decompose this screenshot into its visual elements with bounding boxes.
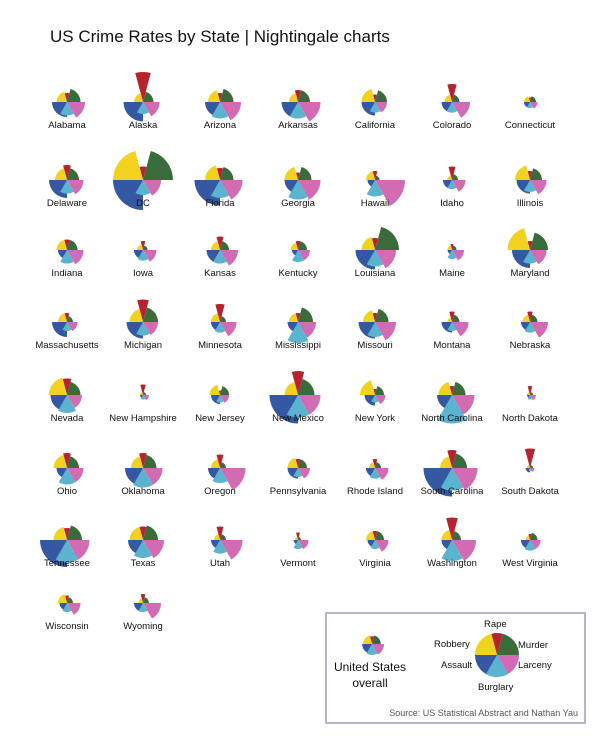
state-montana (434, 312, 472, 351)
state-label-illinois: Illinois (516, 198, 544, 209)
state-new-jersey-murder-wedge (220, 386, 229, 395)
state-illinois-murder-wedge (530, 168, 542, 180)
state-label-vermont: Vermont (280, 558, 316, 569)
state-new-york-robbery-wedge (360, 381, 375, 395)
state-oklahoma (121, 453, 165, 497)
state-tennessee-murder-wedge (67, 526, 82, 540)
state-connecticut (505, 96, 556, 131)
state-oregon (204, 455, 245, 497)
state-mississippi-murder-wedge (298, 308, 313, 322)
state-louisiana (355, 227, 399, 279)
state-label-georgia: Georgia (281, 198, 315, 209)
state-south-carolina (421, 450, 485, 497)
state-charts (35, 72, 559, 632)
state-label-indiana: Indiana (51, 268, 83, 279)
state-louisiana-murder-wedge (375, 227, 399, 250)
legend-label-burglary: Burglary (478, 682, 514, 693)
state-massachusetts (35, 313, 99, 351)
state-pennsylvania (270, 458, 327, 497)
state-wyoming (123, 594, 163, 632)
chart-title: US Crime Rates by State | Nightingale charts (50, 27, 390, 46)
state-label-new-york: New York (354, 413, 396, 424)
legend-label-larceny: Larceny (518, 660, 552, 671)
state-north-carolina-murder-wedge (452, 382, 466, 395)
legend-label-assault: Assault (441, 660, 473, 671)
state-georgia-murder-wedge (298, 167, 312, 180)
state-west-virginia-murder-wedge (530, 533, 538, 540)
state-label-texas: Texas (130, 558, 156, 569)
state-label-florida: Florida (205, 198, 235, 209)
state-label-hawaii: Hawaii (360, 198, 390, 209)
state-label-arizona: Arizona (203, 120, 237, 131)
state-new-york-murder-wedge (375, 386, 384, 395)
state-label-nevada: Nevada (50, 413, 84, 424)
state-label-oregon: Oregon (204, 486, 236, 497)
state-idaho (440, 167, 465, 209)
state-label-rhode-island: Rhode Island (347, 486, 403, 497)
state-label-kentucky: Kentucky (278, 268, 318, 279)
state-dc-robbery-wedge (113, 151, 143, 180)
state-label-minnesota: Minnesota (198, 340, 242, 351)
state-indiana (51, 240, 83, 279)
state-south-dakota-rape-wedge (525, 448, 535, 468)
state-label-louisiana: Louisiana (354, 268, 396, 279)
legend-key-rose (475, 633, 519, 677)
state-connecticut-murder-wedge (530, 96, 536, 102)
state-south-dakota (501, 448, 559, 497)
state-label-utah: Utah (209, 558, 231, 569)
state-kansas (204, 237, 238, 279)
state-label-delaware: Delaware (46, 198, 88, 209)
state-label-maine: Maine (439, 268, 465, 279)
state-iowa (133, 241, 157, 279)
state-label-north-carolina: North Carolina (421, 413, 483, 424)
state-illinois (515, 166, 547, 209)
state-colorado (433, 84, 472, 131)
state-ohio (54, 453, 84, 497)
state-label-iowa: Iowa (132, 268, 154, 279)
state-maryland-robbery-wedge (508, 228, 531, 250)
state-label-new-mexico: New Mexico (272, 413, 324, 424)
state-florida (195, 166, 243, 209)
state-label-dc: DC (136, 198, 150, 209)
state-utah (210, 527, 243, 569)
state-label-massachusetts: Massachusetts (35, 340, 99, 351)
state-label-wisconsin: Wisconsin (45, 621, 89, 632)
state-label-new-jersey: New Jersey (195, 413, 245, 424)
state-label-california: California (354, 120, 396, 131)
state-label-colorado: Colorado (432, 120, 472, 131)
state-vermont (280, 533, 316, 569)
state-georgia-robbery-wedge (285, 167, 299, 180)
state-maryland (508, 228, 550, 279)
state-missouri-murder-wedge (375, 309, 389, 322)
state-washington (427, 518, 477, 569)
state-dc (113, 151, 173, 210)
state-dc-murder-wedge (143, 151, 173, 180)
state-new-jersey-robbery-wedge (210, 385, 221, 395)
state-label-maryland: Maryland (510, 268, 550, 279)
state-label-kansas: Kansas (204, 268, 236, 279)
state-arizona-robbery-wedge (208, 90, 220, 102)
legend (326, 613, 585, 723)
state-label-south-dakota: South Dakota (501, 486, 559, 497)
state-label-arkansas: Arkansas (278, 120, 318, 131)
state-arizona (204, 89, 241, 131)
state-west-virginia (502, 533, 558, 569)
state-wisconsin-robbery-wedge (58, 594, 67, 603)
state-label-north-dakota: North Dakota (502, 413, 558, 424)
state-arkansas (278, 90, 320, 131)
state-new-hampshire (109, 385, 177, 424)
state-tennessee (40, 526, 90, 569)
state-label-nebraska: Nebraska (509, 340, 551, 351)
legend-label-rape: Rape (484, 619, 507, 630)
state-label-montana: Montana (433, 340, 471, 351)
state-virginia (359, 531, 391, 569)
state-label-west-virginia: West Virginia (502, 558, 558, 569)
state-wisconsin (45, 594, 88, 632)
state-mississippi (275, 308, 321, 351)
state-label-pennsylvania: Pennsylvania (269, 486, 327, 497)
state-kentucky (278, 241, 317, 279)
state-label-virginia: Virginia (359, 558, 391, 569)
state-label-alaska: Alaska (128, 120, 158, 131)
state-illinois-robbery-wedge (515, 166, 530, 180)
legend-title-line2: overall (352, 676, 388, 690)
state-label-connecticut: Connecticut (504, 120, 556, 131)
state-new-york (355, 381, 395, 424)
state-label-wyoming: Wyoming (123, 621, 163, 632)
state-delaware (47, 165, 87, 209)
state-label-michigan: Michigan (123, 340, 163, 351)
state-california-robbery-wedge (362, 89, 376, 102)
state-label-tennessee: Tennessee (44, 558, 90, 569)
state-nevada (49, 378, 84, 424)
state-alabama-murder-wedge (67, 89, 81, 102)
state-alaska (124, 72, 160, 131)
state-missouri-robbery-wedge (363, 310, 375, 322)
state-label-missouri: Missouri (357, 340, 393, 351)
state-maryland-murder-wedge (530, 233, 548, 250)
legend-title-line1: United States (333, 660, 407, 674)
state-california (355, 89, 396, 131)
state-north-carolina (421, 382, 483, 424)
state-label-south-carolina: South Carolina (420, 486, 484, 497)
state-california-murder-wedge (375, 90, 387, 102)
state-north-carolina-robbery-wedge (439, 382, 453, 395)
state-label-mississippi: Mississippi (275, 340, 321, 351)
state-maine (439, 244, 465, 279)
state-label-alabama: Alabama (48, 120, 86, 131)
state-hawaii (361, 171, 405, 209)
state-florida-robbery-wedge (205, 166, 220, 180)
state-texas (128, 526, 164, 569)
state-connecticut-robbery-wedge (524, 96, 530, 102)
state-label-oklahoma: Oklahoma (121, 486, 165, 497)
state-georgia (281, 167, 320, 209)
state-label-new-hampshire: New Hampshire (109, 413, 177, 424)
source-note: Source: US Statistical Abstract and Nathan Yau (389, 708, 578, 718)
state-alabama (48, 89, 86, 131)
state-label-ohio: Ohio (56, 486, 78, 497)
legend-label-robbery: Robbery (434, 639, 470, 650)
state-michigan (124, 300, 162, 351)
state-nebraska (510, 312, 551, 351)
state-label-washington: Washington (427, 558, 477, 569)
state-minnesota (198, 304, 243, 351)
legend-label-murder: Murder (518, 640, 549, 651)
state-new-jersey (195, 385, 245, 424)
state-north-dakota (502, 386, 559, 424)
state-missouri (357, 309, 396, 351)
state-label-idaho: Idaho (440, 198, 464, 209)
state-rhode-island (347, 459, 403, 497)
state-new-mexico (270, 371, 324, 424)
state-arizona-murder-wedge (220, 89, 234, 102)
